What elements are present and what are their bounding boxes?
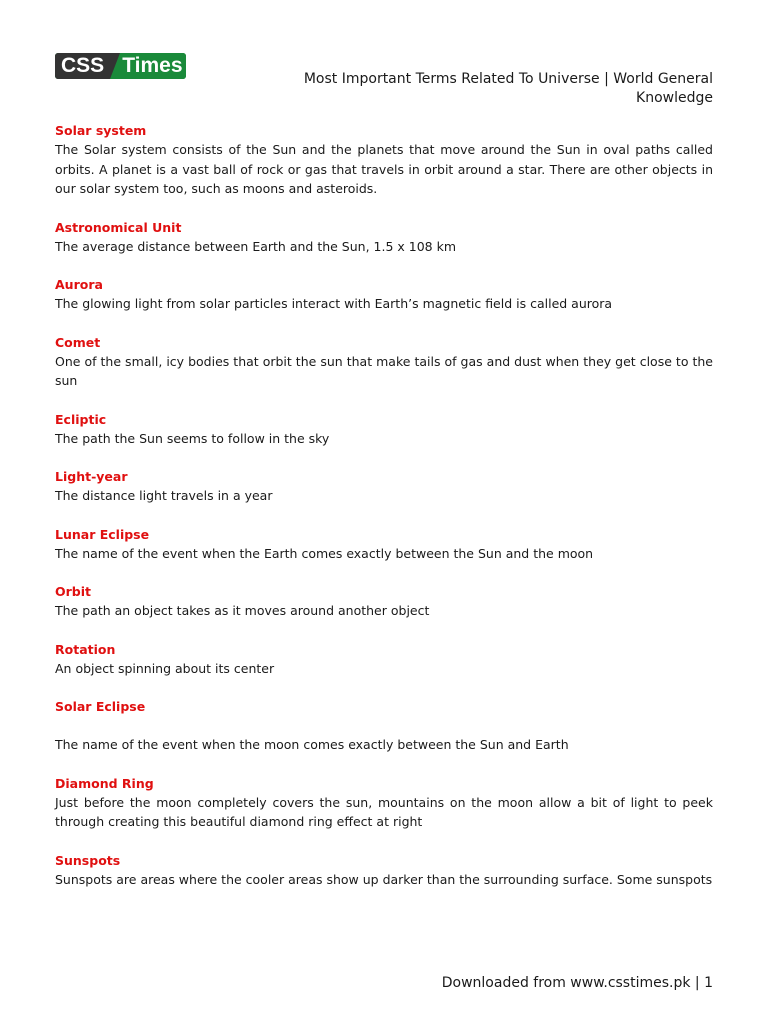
- term-definition: The name of the event when the Earth comes exactly between the Sun and the moon: [55, 545, 594, 561]
- term-definition: An object spinning about its center: [55, 660, 275, 676]
- term-solar-system: [55, 121, 713, 199]
- term-diamond-ring: [55, 774, 713, 832]
- term-definition: The average distance between Earth and the Sun, 1.5 x 108 km: [55, 238, 457, 254]
- term-sunspots: [55, 851, 713, 890]
- term-definition: One of the small, icy bodies that orbit the sun that make tails of gas and dust when they get close to the sun: [55, 353, 713, 388]
- page-footer: Downloaded from www.csstimes.pk | 1: [441, 975, 713, 991]
- term-title: Ecliptic: [55, 411, 107, 427]
- term-definition: The path the Sun seems to follow in the sky: [55, 430, 330, 446]
- document-title: Most Important Terms Related To Universe | World General Knowledge: [303, 71, 713, 106]
- term-title: Light-year: [55, 469, 128, 484]
- terms-list: [55, 121, 713, 908]
- logo-times-text: Times: [120, 53, 186, 79]
- term-rotation: [55, 640, 713, 679]
- term-solar-eclipse: [55, 697, 713, 755]
- term-title: Diamond Ring: [55, 775, 154, 791]
- term-definition: Sunspots are areas where the cooler areas show up darker than the surrounding surface. Some sunspots: [55, 871, 713, 887]
- term-ecliptic: [55, 410, 713, 449]
- logo-css-text: CSS: [55, 53, 110, 79]
- term-title: Rotation: [55, 641, 116, 657]
- term-lunar-eclipse: [55, 525, 713, 564]
- term-definition: Just before the moon completely covers the sun, mountains on the moon allow a bit of light to peek through creating this beautiful diamond ring effect at right: [55, 794, 713, 829]
- term-title: Comet: [55, 334, 101, 350]
- term-definition: The name of the event when the moon comes exactly between the Sun and Earth: [55, 737, 569, 752]
- term-definition: The glowing light from solar particles interact with Earth’s magnetic field is called aurora: [55, 296, 613, 311]
- csstimes-logo: [55, 53, 186, 79]
- term-title: Aurora: [55, 277, 103, 292]
- term-comet: [55, 333, 713, 391]
- term-title: Solar system: [55, 123, 147, 138]
- term-title: Orbit: [55, 584, 91, 599]
- term-definition: The path an object takes as it moves around another object: [55, 603, 430, 618]
- term-definition: The distance light travels in a year: [55, 488, 273, 503]
- term-orbit: [55, 582, 713, 621]
- term-title: Solar Eclipse: [55, 699, 146, 714]
- logo-slash: [110, 53, 120, 79]
- term-definition: The Solar system consists of the Sun and the planets that move around the Sun in oval paths called orbits. A planet is a vast ball of rock or gas that travels in orbit around a star. There are other objects in our solar system too, such as moons and asteroids.: [55, 142, 713, 196]
- term-light-year: [55, 467, 713, 506]
- term-title: Astronomical Unit: [55, 219, 182, 235]
- term-title: Lunar Eclipse: [55, 526, 150, 542]
- term-aurora: [55, 275, 713, 314]
- term-astronomical-unit: [55, 218, 713, 257]
- term-title: Sunspots: [55, 852, 121, 868]
